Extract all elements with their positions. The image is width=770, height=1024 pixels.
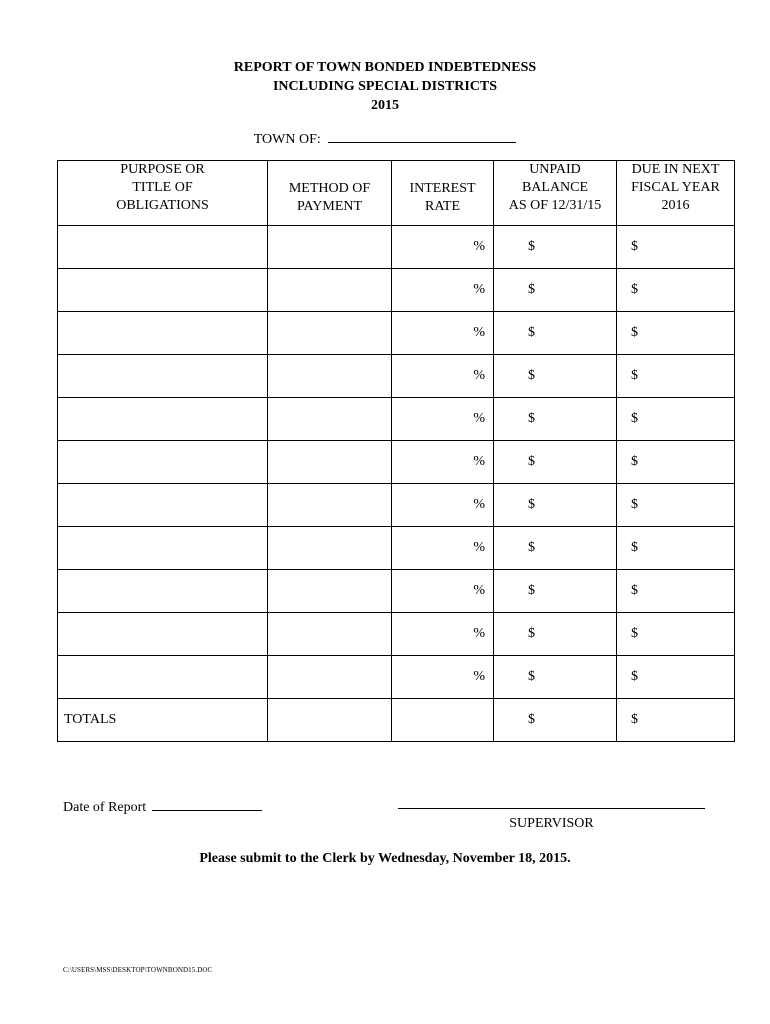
report-title — [0, 58, 770, 115]
method-cell[interactable] — [268, 484, 392, 527]
town-label: TOWN OF: — [253, 132, 321, 147]
table-header-row — [58, 161, 735, 226]
table-row — [58, 484, 735, 527]
submit-note: Please submit to the Clerk by Wednesday, November 18, 2015. — [199, 851, 571, 866]
col-header-method: METHOD OF PAYMENT — [268, 161, 392, 226]
unpaid-balance-cell[interactable]: $ — [494, 355, 617, 398]
table-row — [58, 398, 735, 441]
interest-rate-cell[interactable]: % — [392, 613, 494, 656]
due-next-year-cell[interactable]: $ — [617, 441, 735, 484]
method-cell[interactable] — [268, 312, 392, 355]
table-body — [58, 226, 735, 742]
purpose-cell[interactable] — [58, 441, 268, 484]
purpose-cell[interactable] — [58, 398, 268, 441]
purpose-cell[interactable] — [58, 656, 268, 699]
due-next-year-cell[interactable]: $ — [617, 355, 735, 398]
method-cell[interactable] — [268, 441, 392, 484]
interest-rate-cell[interactable]: % — [392, 312, 494, 355]
file-path: C:\USERS\MSS\DESKTOP\TOWNBOND15.DOC — [63, 966, 213, 974]
interest-rate-cell[interactable]: % — [392, 527, 494, 570]
method-cell[interactable] — [268, 355, 392, 398]
purpose-cell[interactable] — [58, 570, 268, 613]
purpose-cell[interactable] — [58, 269, 268, 312]
date-of-report-row — [63, 798, 262, 816]
table-row — [58, 312, 735, 355]
method-cell[interactable] — [268, 527, 392, 570]
due-next-year-cell[interactable]: $ — [617, 312, 735, 355]
col-header-unpaid-balance: UNPAID BALANCE AS OF 12/31/15 — [494, 161, 617, 226]
col-header-purpose: PURPOSE OR TITLE OF OBLIGATIONS — [58, 161, 268, 226]
title-line-1: REPORT OF TOWN BONDED INDEBTEDNESS — [233, 60, 537, 75]
date-label: Date of Report — [63, 800, 147, 815]
table-row — [58, 226, 735, 269]
due-next-year-cell[interactable]: $ — [617, 398, 735, 441]
table-row — [58, 355, 735, 398]
unpaid-balance-cell[interactable]: $ — [494, 484, 617, 527]
method-cell[interactable] — [268, 613, 392, 656]
table-row — [58, 527, 735, 570]
interest-rate-cell[interactable]: % — [392, 355, 494, 398]
unpaid-balance-cell[interactable]: $ — [494, 269, 617, 312]
totals-method-cell — [268, 699, 392, 742]
purpose-cell[interactable] — [58, 312, 268, 355]
due-next-year-cell[interactable]: $ — [617, 269, 735, 312]
purpose-cell[interactable] — [58, 613, 268, 656]
totals-label: TOTALS — [58, 699, 268, 742]
supervisor-signature-line[interactable] — [398, 808, 705, 809]
table-row — [58, 613, 735, 656]
indebtedness-table — [57, 160, 735, 742]
interest-rate-cell[interactable]: % — [392, 398, 494, 441]
totals-row — [58, 699, 735, 742]
table-row — [58, 269, 735, 312]
col-header-due-next-year: DUE IN NEXT FISCAL YEAR 2016 — [617, 161, 735, 226]
unpaid-balance-cell[interactable]: $ — [494, 570, 617, 613]
purpose-cell[interactable] — [58, 355, 268, 398]
totals-unpaid-balance-cell[interactable]: $ — [494, 699, 617, 742]
col-header-rate: INTEREST RATE — [392, 161, 494, 226]
supervisor-label: SUPERVISOR — [509, 816, 594, 831]
due-next-year-cell[interactable]: $ — [617, 527, 735, 570]
town-row — [0, 130, 770, 148]
table-row — [58, 441, 735, 484]
method-cell[interactable] — [268, 269, 392, 312]
due-next-year-cell[interactable]: $ — [617, 656, 735, 699]
interest-rate-cell[interactable]: % — [392, 570, 494, 613]
method-cell[interactable] — [268, 570, 392, 613]
due-next-year-cell[interactable]: $ — [617, 484, 735, 527]
purpose-cell[interactable] — [58, 484, 268, 527]
due-next-year-cell[interactable]: $ — [617, 570, 735, 613]
table-row — [58, 656, 735, 699]
due-next-year-cell[interactable]: $ — [617, 226, 735, 269]
method-cell[interactable] — [268, 398, 392, 441]
town-name-field[interactable] — [328, 130, 516, 143]
table-row — [58, 570, 735, 613]
purpose-cell[interactable] — [58, 527, 268, 570]
unpaid-balance-cell[interactable]: $ — [494, 527, 617, 570]
unpaid-balance-cell[interactable]: $ — [494, 441, 617, 484]
title-line-2: INCLUDING SPECIAL DISTRICTS — [272, 79, 498, 94]
interest-rate-cell[interactable]: % — [392, 484, 494, 527]
interest-rate-cell[interactable]: % — [392, 269, 494, 312]
unpaid-balance-cell[interactable]: $ — [494, 312, 617, 355]
interest-rate-cell[interactable]: % — [392, 226, 494, 269]
method-cell[interactable] — [268, 226, 392, 269]
title-line-3: 2015 — [371, 98, 399, 113]
purpose-cell[interactable] — [58, 226, 268, 269]
unpaid-balance-cell[interactable]: $ — [494, 398, 617, 441]
unpaid-balance-cell[interactable]: $ — [494, 226, 617, 269]
method-cell[interactable] — [268, 656, 392, 699]
interest-rate-cell[interactable]: % — [392, 656, 494, 699]
date-field[interactable] — [152, 798, 262, 811]
due-next-year-cell[interactable]: $ — [617, 613, 735, 656]
unpaid-balance-cell[interactable]: $ — [494, 613, 617, 656]
interest-rate-cell[interactable]: % — [392, 441, 494, 484]
totals-due-next-year-cell[interactable]: $ — [617, 699, 735, 742]
totals-rate-cell — [392, 699, 494, 742]
unpaid-balance-cell[interactable]: $ — [494, 656, 617, 699]
